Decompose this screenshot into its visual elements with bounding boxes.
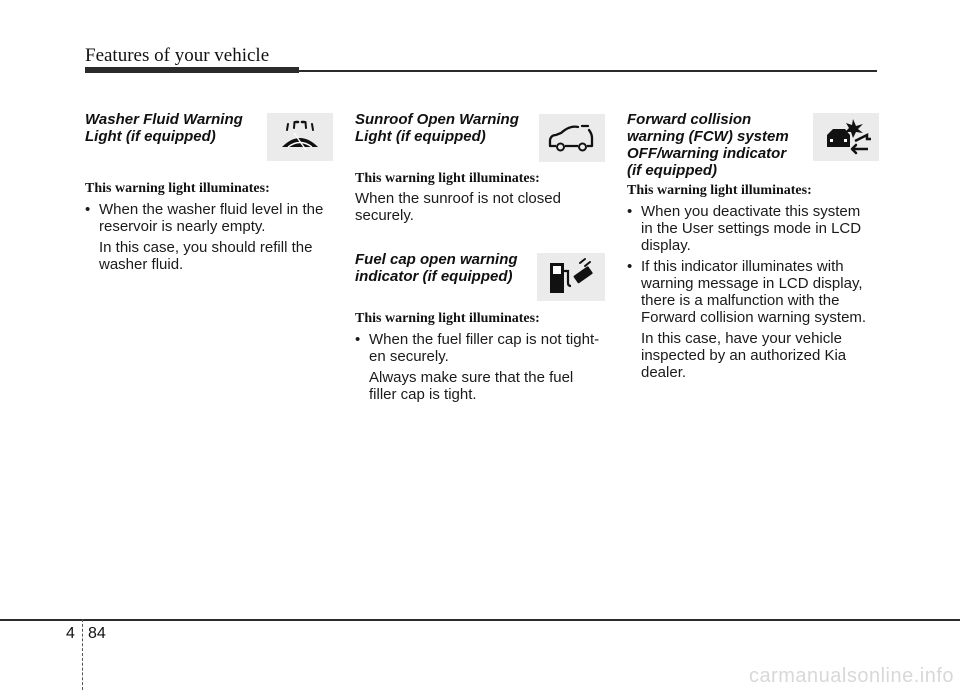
lead-text: This warning light illuminates: — [355, 311, 540, 326]
section-title: Sunroof Open Warning Light (if equipped) — [355, 111, 519, 145]
bullet-item: • When you deactivate this system in the User settings mode in LCD display. — [627, 203, 862, 254]
section-title: Forward collision warning (FCW) system OFF/warning indicator (if equipped) — [627, 111, 789, 179]
lead-text: This warning light illuminates: — [627, 183, 812, 198]
lead-text: This warning light illuminates: — [355, 171, 540, 186]
sunroof-open-warning-icon — [539, 114, 605, 162]
fuel-cap-open-warning-icon — [537, 253, 605, 301]
body-text: When the sunroof is not closed securely. — [355, 190, 561, 224]
section-forward-collision — [627, 111, 879, 381]
header-bar — [85, 67, 299, 73]
footer-divider — [82, 619, 83, 690]
note-text: Always make sure that the fuel filler cap is tight. — [369, 369, 574, 403]
section-title: Fuel cap open warning indicator (if equipped) — [355, 251, 518, 285]
footer-rule — [0, 619, 960, 621]
note-text: In this case, have your vehicle inspected by an authorized Kia dealer. — [641, 330, 847, 381]
column-sunroof-fuel — [355, 111, 605, 403]
note-text: In this case, you should refill the washer fluid. — [99, 239, 313, 273]
section-washer-fluid — [85, 111, 335, 273]
watermark: carmanualsonline.info — [748, 665, 954, 687]
section-sunroof — [355, 111, 605, 224]
washer-fluid-warning-icon — [267, 113, 333, 161]
bullet-item: • When the washer fluid level in the reservoir is nearly empty. — [85, 201, 324, 235]
section-fuel-cap — [355, 251, 605, 403]
chapter-number: 4 — [66, 625, 75, 642]
lead-text: This warning light illuminates: — [85, 181, 270, 196]
bullet-item: • When the fuel filler cap is not tight- en securely. — [355, 331, 600, 365]
forward-collision-warning-icon — [813, 113, 879, 161]
section-title: Washer Fluid Warning Light (if equipped) — [85, 111, 243, 145]
column-washer-fluid — [85, 111, 335, 273]
page-number: 84 — [88, 625, 106, 642]
column-fcw — [627, 111, 879, 381]
page-header-title: Features of your vehicle — [85, 45, 270, 66]
bullet-item: • If this indicator illuminates with warning message in LCD display, there is a malfunction with the Forward collision warning system. — [627, 258, 867, 326]
header-rule — [299, 70, 877, 72]
